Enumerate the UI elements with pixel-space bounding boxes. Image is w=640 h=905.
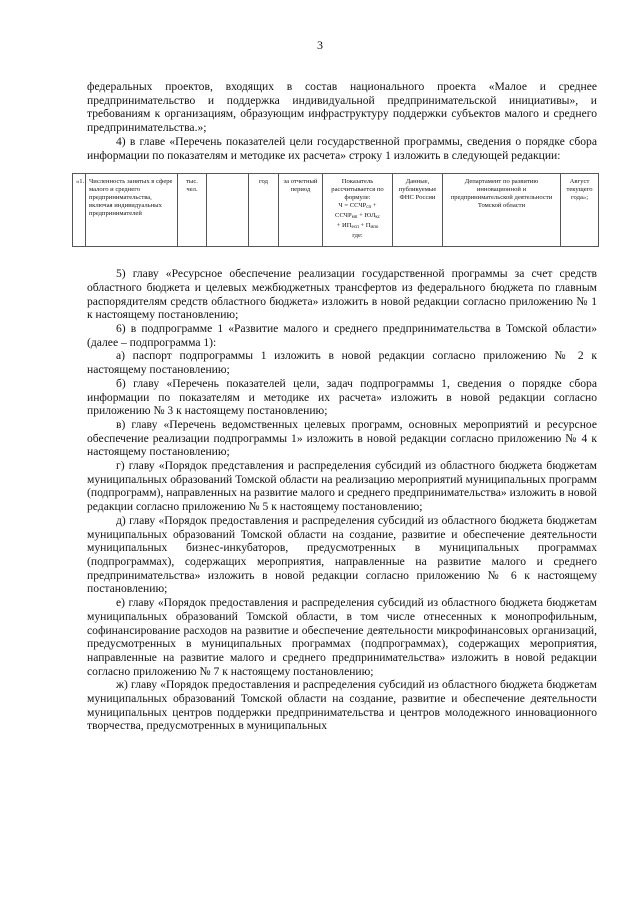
paragraph-item-6zh: ж) главу «Порядок предоставления и распределения субсидий из областного бюджета бюджетам муниципальных образований Томской области на создание, развитие и обеспечение деятельности муниципальных центров поддержки предпринимательства и центров молодежного инновационного творчества, предусмотренных в муниципальных — [87, 678, 597, 733]
paragraph-item-6d: д) главу «Порядок предоставления и распределения субсидий из областного бюджета бюджетам муниципальных образований Томской области на создание, развитие и обеспечение деятельности муниципальных бизнес-инкубаторов, предусмотренных в муниципальных программах (подпрограммах), содержащих мероприятия, направленные на развитие малого и среднего предпринимательства» изложить в новой редакции согласно приложению № 6 к настоящему постановлению; — [87, 513, 597, 596]
formula-part: + ИП — [336, 222, 352, 230]
cell-periodicity: год — [249, 174, 279, 247]
paragraph-item-6: 6) в подпрограмме 1 «Развитие малого и среднего предпринимательства в Томской области» (далее – подпрограмма 1): — [87, 322, 597, 349]
formula-subscript: сп — [366, 205, 372, 211]
cell-empty — [207, 174, 249, 247]
formula-part: Ч = ССЧР — [338, 202, 367, 210]
formula-part: где: — [352, 232, 363, 240]
paragraph-item-6v: в) главу «Перечень ведомственных целевых программ, основных мероприятий и ресурсное обеспечение реализации подпрограммы 1» изложить в новой редакции согласно приложению № 4 к настоящему постановлению; — [87, 417, 597, 459]
paragraph-item-5: 5) главу «Ресурсное обеспечение реализации государственной программы за счет средств областного бюджета и целевых межбюджетных трансфертов из федерального бюджета по главным распорядителям средств областного бюджета» изложить в новой редакции согласно приложению № 1 к настоящему постановлению; — [87, 267, 597, 322]
formula-part: + ЮЛ — [357, 212, 376, 220]
formula-subscript: мп — [351, 215, 358, 221]
cell-indicator-name: Численность занятых в сфере малого и среднего предпринимательства, включая индивидуальных предпринимателей — [86, 174, 178, 247]
table-row — [73, 174, 599, 247]
intro-paragraph-continuation: федеральных проектов, входящих в состав национального проекта «Малое и среднее предпринимательство и поддержка индивидуальной предпринимательской инициативы», и требованиям к организациям, образующим инфраструктуру поддержки субъектов малого и среднего предпринимательства.»; — [87, 80, 597, 135]
cell-num: «1. — [73, 174, 86, 247]
cell-unit: тыс. чел. — [178, 174, 207, 247]
cell-period: за отчетный период — [279, 174, 323, 247]
page-number: 3 — [317, 38, 323, 52]
formula-subscript: ипо — [370, 225, 379, 231]
formula-subscript: кс — [375, 215, 380, 221]
intro-paragraph-item-4: 4) в главе «Перечень показателей цели государственной программы, сведения о порядке сбора информации по показателям и методике их расчета» строку 1 изложить в следующей редакции: — [87, 134, 597, 162]
cell-responsible: Департамент по развитию инновационной и предпринимательской деятельности Томской области — [443, 174, 561, 247]
method-intro: Показатель рассчитывается по формуле: — [331, 178, 384, 202]
formula-subscript: есп — [351, 225, 359, 231]
formula-part: + — [371, 202, 377, 210]
paragraph-item-6g: г) главу «Порядок представления и распределения субсидий из областного бюджета бюджетам муниципальных образований Томской области на реализацию мероприятий муниципальных программ (подпрограмм), направленных на развитие малого и среднего предпринимательства» изложить в новой редакции согласно приложению № 5 к настоящему постановлению; — [87, 459, 597, 514]
formula-part: ССЧР — [335, 212, 352, 220]
indicator-table — [72, 173, 598, 247]
paragraph-item-6a: а) паспорт подпрограммы 1 изложить в новой редакции согласно приложению № 2 к настоящему постановлению; — [87, 349, 597, 377]
paragraph-item-6b: б) главу «Перечень показателей цели, задач подпрограммы 1, сведения о порядке сбора информации по показателям и методике их расчета» изложить в новой редакции согласно приложению № 3 к настоящему постановлению; — [87, 376, 597, 418]
cell-source: Данные, публикуемые ФНС России — [393, 174, 443, 247]
document-body — [76, 80, 597, 733]
paragraph-item-6e: е) главу «Порядок предоставления и распределения субсидий из областного бюджета бюджетам муниципальных образований Томской области, в том числе отнесенных к монопрофильным, софинансирование расходов на развитие и обеспечение деятельности микрофинансовых организаций, предусмотренных в муниципальных программах (подпрограммах), содержащих мероприятия, направленные на развитие малого и среднего предпринимательства» изложить в новой редакции согласно приложению № 7 к настоящему постановлению; — [87, 596, 597, 678]
formula-part: + П — [358, 222, 371, 230]
cell-date: Август текущего года»; — [561, 174, 599, 247]
cell-method — [323, 174, 393, 247]
